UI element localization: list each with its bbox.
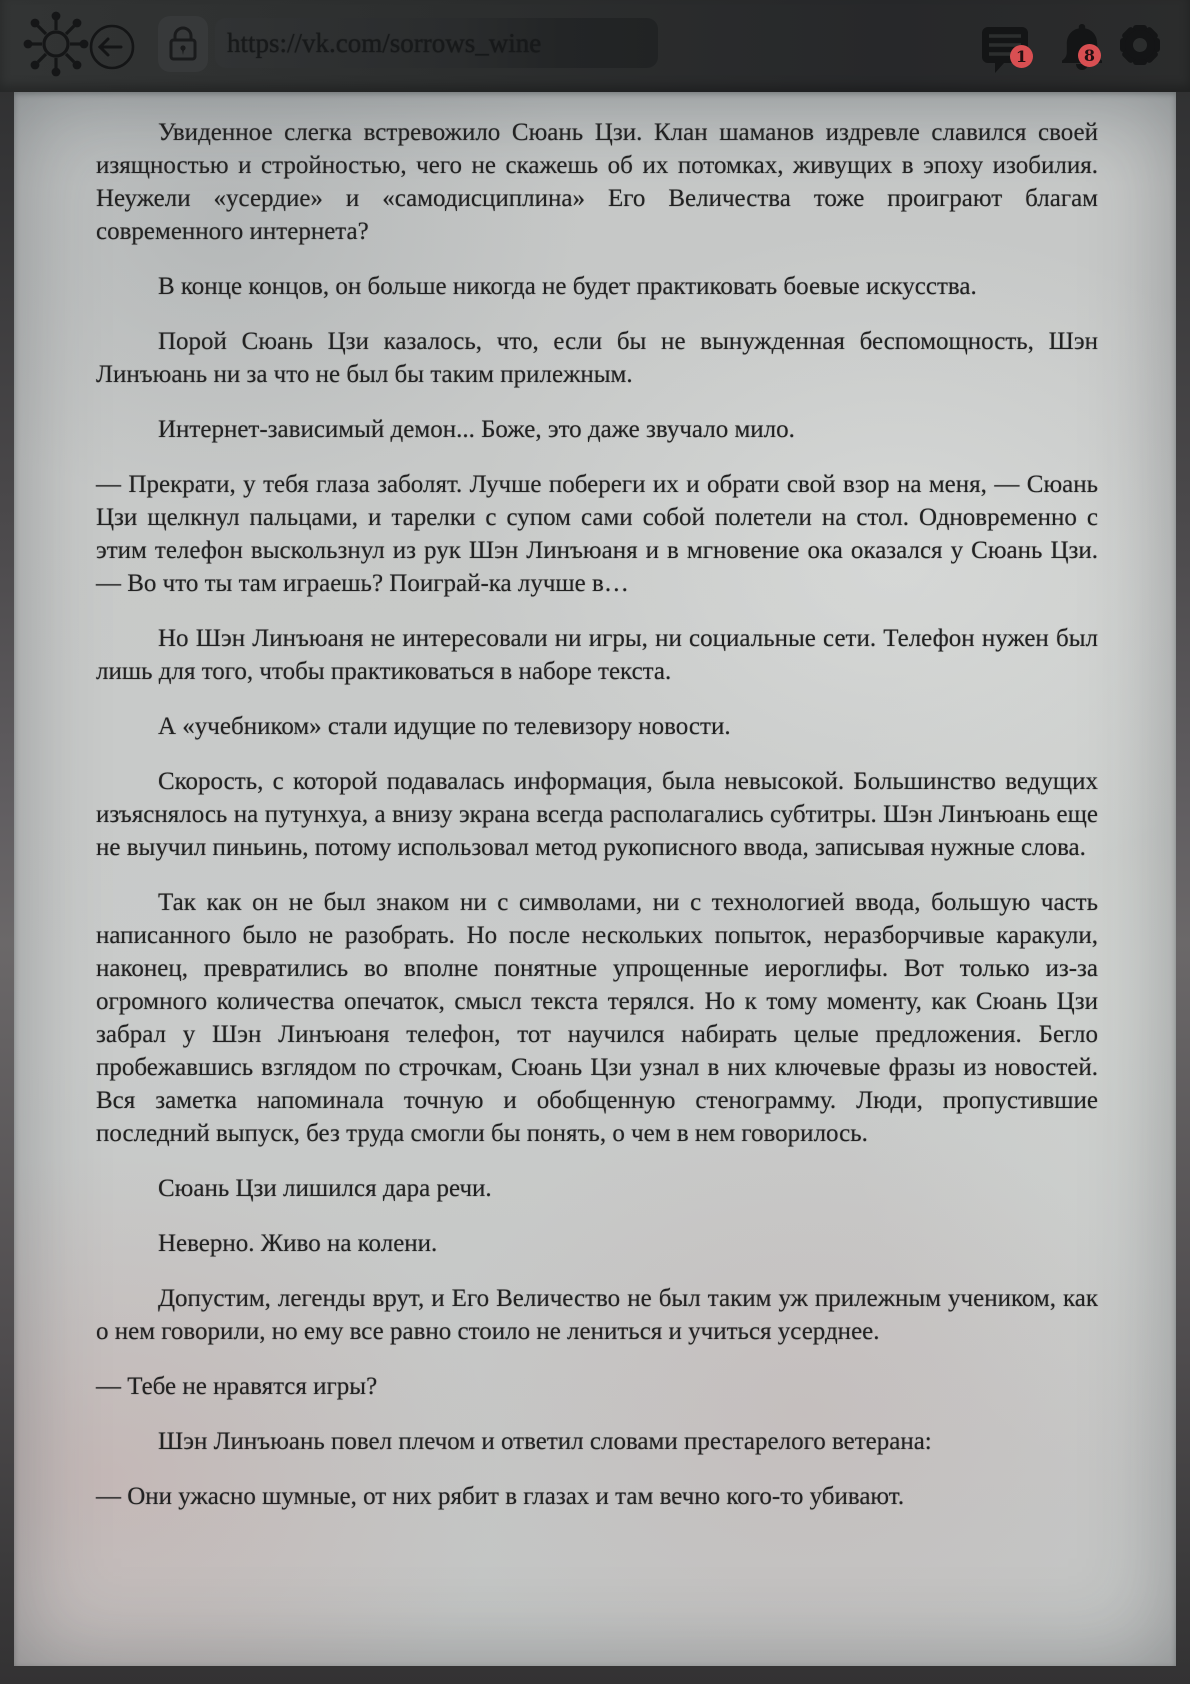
gear-icon[interactable] — [1116, 21, 1164, 69]
paragraph: Порой Сюань Цзи казалось, что, если бы не вынужденная беспомощность, Шэн Линъюань ни за что не был бы таким прилежным. — [96, 328, 1098, 388]
paragraph: Сюань Цзи лишился дара речи. — [158, 1175, 492, 1202]
page-text — [14, 92, 1176, 1513]
paragraph: В конце концов, он больше никогда не будет практиковать боевые искусства. — [158, 273, 977, 300]
paragraph: — Тебе не нравятся игры? — [96, 1373, 378, 1400]
paragraph: Но Шэн Линъюаня не интересовали ни игры, ни социальные сети. Телефон нужен был лишь для того, чтобы практиковаться в наборе текста. — [96, 625, 1098, 685]
paragraph: Допустим, легенды врут, и Его Величество не был таким уж прилежным учеником, как о нем говорили, но ему все равно стоило не лениться и учиться усерднее. — [96, 1285, 1098, 1345]
paragraph: Увиденное слегка встревожило Сюань Цзи. Клан шаманов издревле славился своей изящностью и стройностью, чего не скажешь об их потомках, живущих в эпоху изобилия. Неужели «усердие» и «самодисциплина» Его Величества тоже проиграют благам современного интернета? — [96, 119, 1098, 245]
messages-badge: 1 — [1010, 45, 1033, 68]
notifications-badge: 8 — [1078, 44, 1101, 67]
lock-icon — [166, 24, 200, 64]
lock-button[interactable] — [158, 16, 208, 72]
paragraph: — Они ужасно шумные, от них рябит в глазах и там вечно кого-то убивают. — [96, 1483, 905, 1510]
document-page — [14, 92, 1176, 1666]
virus-icon[interactable] — [20, 8, 92, 80]
paragraph: — Прекрати, у тебя глаза заболят. Лучше побереги их и обрати свой взор на меня, — Сюань Цзи щелкнул пальцами, и тарелки с супом сами собой полетели на стол. Одновременно с этим телефон выскользнул из рук Шэн Линъюаня и в мгновение ока оказался у Сюань Цзи. — Во что ты там играешь? Поиграй-ка лучше в… — [96, 471, 1098, 597]
address-bar[interactable] — [215, 18, 658, 68]
paragraph: Скорость, с которой подавалась информация, была невысокой. Большинство ведущих изъяснялось на путунхуа, а внизу экрана всегда располагались субтитры. Шэн Линъюань еще не выучил пиньинь, потому использовал метод рукописного ввода, записывая нужные слова. — [96, 768, 1098, 861]
paragraph: А «учебником» стали идущие по телевизору новости. — [158, 713, 731, 740]
paragraph: Шэн Линъюань повел плечом и ответил словами престарелого ветерана: — [158, 1428, 932, 1455]
paragraph: Неверно. Живо на колени. — [158, 1230, 438, 1257]
paragraph: Так как он не был знаком ни с символами, ни с технологией ввода, большую часть написанного было не разобрать. Но после нескольких попыток, неразборчивые каракули, наконец, превратились во вполне понятные упрощенные иероглифы. Вот только из-за огромного количества опечаток, смысл текста терялся. Но к тому моменту, как Сюань Цзи забрал у Шэн Линъюаня телефон, тот научился набирать целые предложения. Бегло пробежавшись взглядом по строчкам, Сюань Цзи узнал в них ключевые фразы из новостей. Вся заметка напоминала точную и обобщенную стенограмму. Люди, пропустившие последний выпуск, без труда смогли бы понять, о чем в нем говорилось. — [96, 889, 1098, 1147]
browser-toolbar — [0, 0, 1190, 92]
back-arrow-icon[interactable] — [87, 22, 137, 72]
url-text[interactable]: https://vk.com/sorrows_wine — [227, 27, 542, 58]
paragraph: Интернет-зависимый демон... Боже, это даже звучало мило. — [158, 416, 795, 443]
